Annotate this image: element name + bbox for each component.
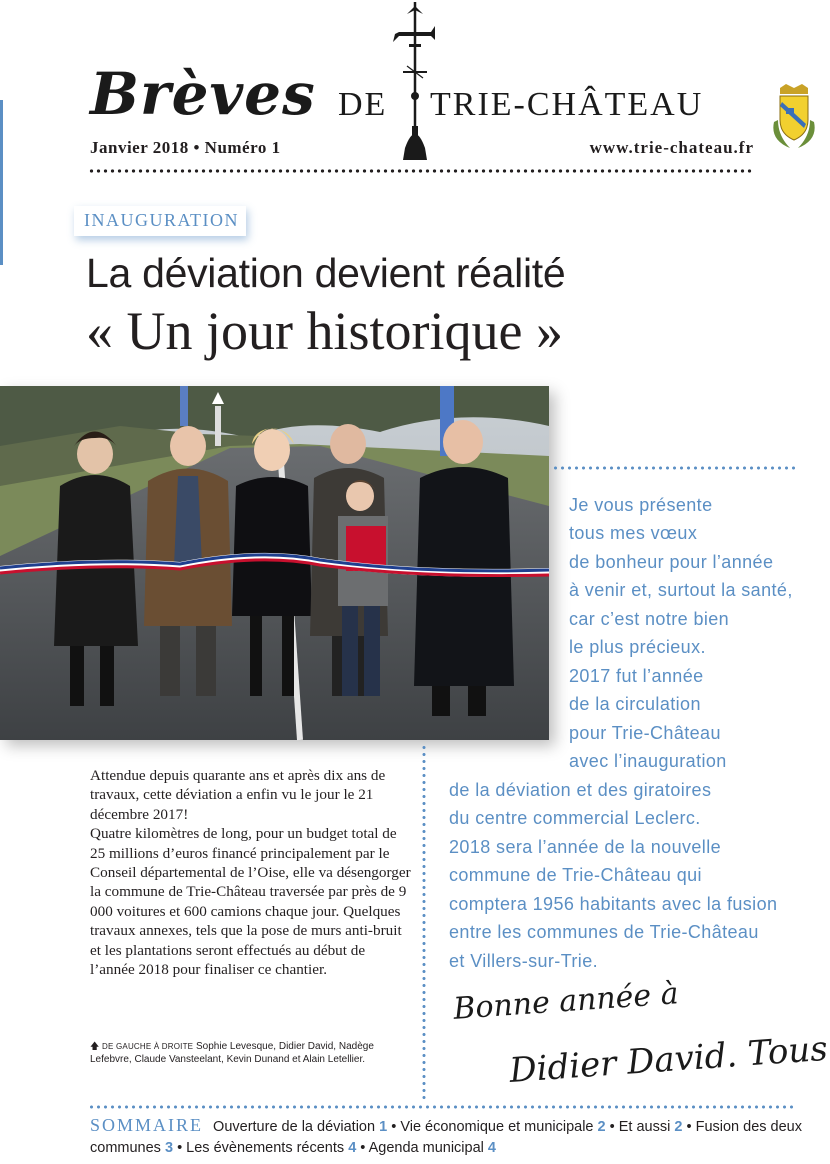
website-link[interactable]: www.trie-chateau.fr [589, 138, 754, 157]
summary [90, 1115, 802, 1159]
summary-item[interactable]: Vie économique et municipale 2 [400, 1119, 606, 1135]
editorial-line: 2017 fut l’année [569, 666, 704, 686]
weathervane-icon [385, 0, 445, 165]
editorial-divider-horizontal [552, 465, 796, 471]
summary-separator: • [360, 1140, 366, 1156]
masthead-title-script: Brèves [90, 60, 316, 128]
summary-item[interactable]: Et aussi 2 [618, 1119, 683, 1135]
headline-line1: La déviation devient réalité [86, 250, 566, 296]
editorial-line: commune de Trie-Château qui [449, 865, 702, 885]
summary-divider [88, 1104, 794, 1110]
editorial-line: pour Trie-Château [569, 723, 721, 743]
caption-text: Sophie Levesque, Didier David, Nadège Lefebvre, Claude Vansteelant, Kevin Dunand et Alain Letellier. [90, 1041, 374, 1065]
handwritten-signature [450, 975, 829, 1091]
editorial-line: comptera 1956 habitants avec la fusion [449, 894, 778, 914]
signature-line2: Didier David. Tous [508, 1028, 829, 1091]
summary-item[interactable]: Agenda municipal 4 [368, 1140, 496, 1156]
left-accent-bar [0, 100, 3, 265]
masthead-title-de: DE [338, 86, 388, 123]
article-paragraph: Attendue depuis quarante ans et après dix ans de travaux, cette déviation a enfin vu le jour le 21 décembre 2017! [90, 767, 386, 823]
summary-separator: • [686, 1119, 692, 1135]
editorial-line: du centre commercial Leclerc. [449, 808, 701, 828]
photo-caption [90, 1040, 390, 1066]
editorial-line: de la circulation [569, 694, 701, 714]
editorial-line: tous mes vœux [569, 523, 698, 543]
arrow-up-icon: 🡅 [90, 1041, 100, 1051]
summary-separator: • [609, 1119, 615, 1135]
summary-item[interactable]: Ouverture de la déviation 1 [213, 1119, 388, 1135]
summary-item[interactable]: Fusion des deux communes 3 [90, 1119, 802, 1156]
inauguration-photo [0, 386, 549, 740]
editorial-divider-vertical [421, 744, 427, 1099]
summary-separator: • [391, 1119, 397, 1135]
summary-item[interactable]: Les évènements récents 4 [186, 1140, 357, 1156]
editorial-line: le plus précieux. [569, 637, 706, 657]
article-body [90, 766, 412, 979]
signature-line1: Bonne année à [452, 976, 680, 1027]
editorial-line: 2018 sera l’année de la nouvelle [449, 837, 721, 857]
summary-title: SOMMAIRE [90, 1115, 204, 1135]
headline-line2: « Un jour historique » [86, 301, 563, 361]
editorial-line: de bonheur pour l’année [569, 552, 774, 572]
editorial-line: de la déviation et des giratoires [449, 780, 712, 800]
article-paragraph: Quatre kilomètres de long, pour un budget total de 25 millions d’euros financé principalement par le Conseil départemental de l’Oise, elle va désengorger la commune de Trie-Château traversée par près de 9 000 voitures et 600 camions chaque jour. Quelques travaux annexes, tels que la pose de murs anti-bruit et les plantations seront effectués au début de l’année 2018 pour finaliser ce chantier. [90, 825, 411, 979]
issue-date: Janvier 2018 • Numéro 1 [90, 138, 281, 157]
coat-of-arms-icon [768, 84, 820, 152]
editorial-line: à venir et, surtout la santé, [569, 580, 793, 600]
masthead-title-place: TRIE-CHÂTEAU [430, 86, 704, 123]
editorial-line: Je vous présente [569, 495, 713, 515]
category-tag: INAUGURATION [74, 206, 246, 236]
editorial-line: avec l’inauguration [569, 751, 727, 771]
editorial-line: car c’est notre bien [569, 609, 730, 629]
caption-head: DE GAUCHE À DROITE [102, 1042, 194, 1051]
header-divider [88, 168, 754, 174]
editorial-line: et Villers-sur-Trie. [449, 951, 599, 971]
editorial-line: entre les communes de Trie-Château [449, 922, 759, 942]
summary-separator: • [177, 1140, 183, 1156]
